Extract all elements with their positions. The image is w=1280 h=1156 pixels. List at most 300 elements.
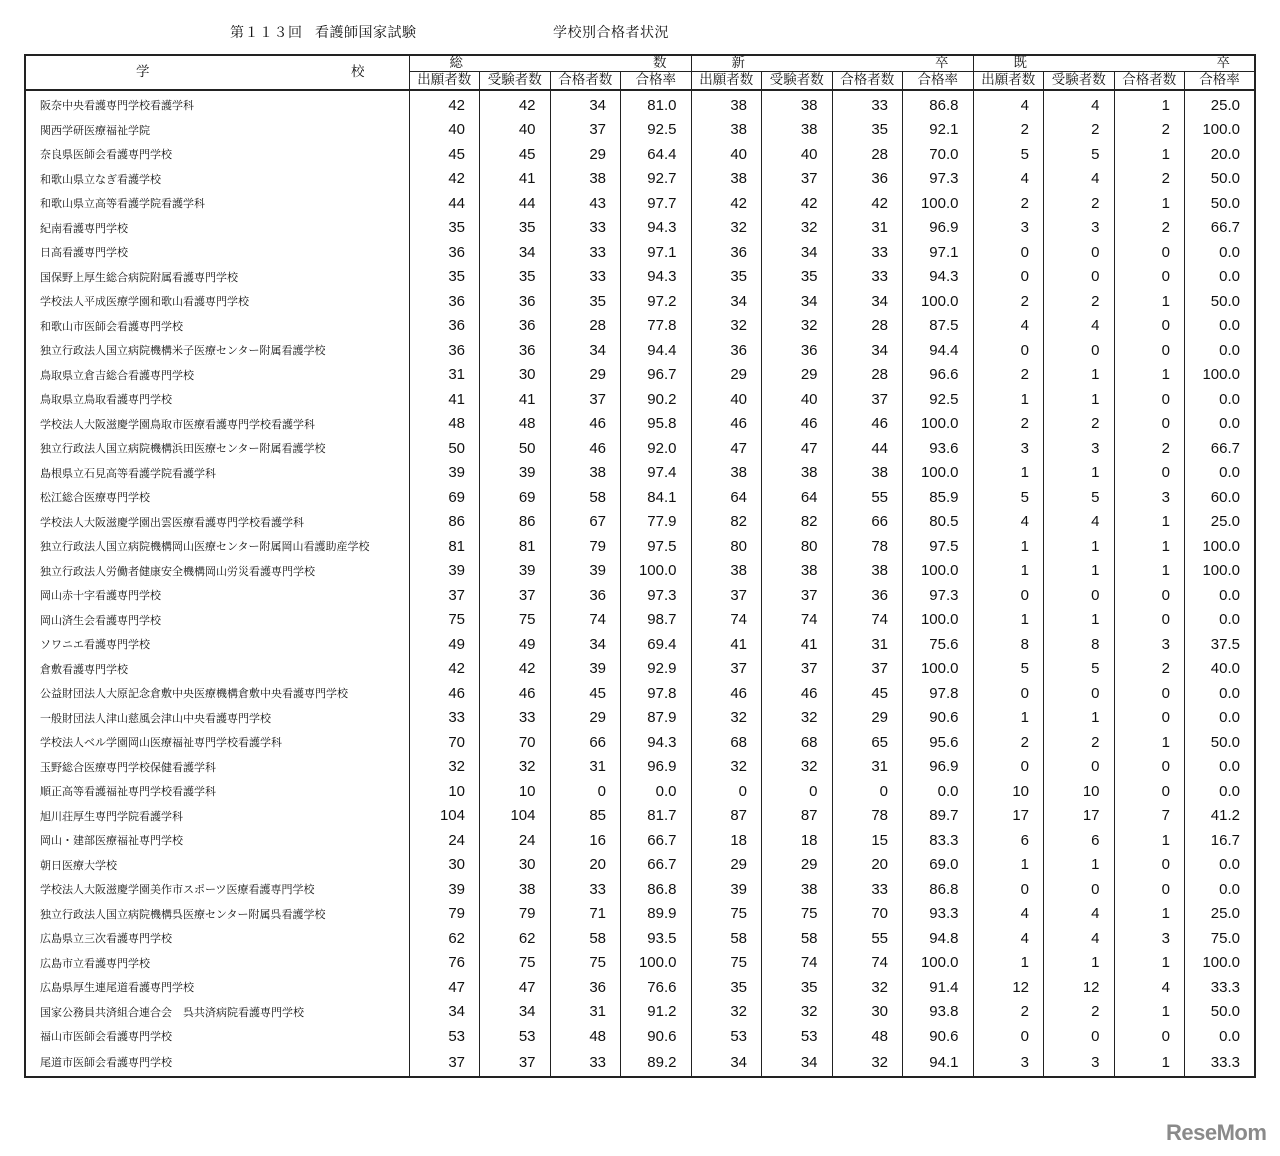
group-header-previous-graduates: [973, 55, 1255, 72]
count-cell: 35: [480, 265, 551, 290]
pass-rate-cell: 0.0: [1185, 265, 1256, 290]
pass-rate-cell: 94.1: [903, 1049, 974, 1077]
count-cell: 35: [832, 118, 903, 143]
count-cell: 42: [762, 191, 833, 216]
pass-rate-cell: 60.0: [1185, 485, 1256, 510]
count-cell: 1: [1114, 534, 1185, 559]
count-cell: 79: [409, 902, 480, 927]
school-name: 学校法人大阪滋慶学園美作市スポーツ医療看護専門学校: [25, 877, 409, 902]
count-cell: 39: [550, 657, 621, 682]
count-cell: 48: [409, 412, 480, 437]
count-cell: 2: [1114, 436, 1185, 461]
count-cell: 39: [691, 877, 762, 902]
count-cell: 38: [832, 461, 903, 486]
subcolumn-header: 合格率: [1185, 72, 1256, 91]
pass-rate-cell: 96.9: [621, 755, 692, 780]
pass-rate-cell: 97.2: [621, 289, 692, 314]
count-cell: 42: [409, 90, 480, 118]
pass-rate-cell: 50.0: [1185, 289, 1256, 314]
count-cell: 75: [762, 902, 833, 927]
count-cell: 62: [480, 926, 551, 951]
count-cell: 8: [973, 632, 1044, 657]
count-cell: 40: [762, 387, 833, 412]
table-row: [25, 118, 1255, 143]
count-cell: 35: [762, 265, 833, 290]
count-cell: 2: [973, 1000, 1044, 1025]
exam-round: 第１１３回: [230, 25, 303, 41]
count-cell: 3: [973, 436, 1044, 461]
count-cell: 24: [480, 828, 551, 853]
count-cell: 34: [832, 338, 903, 363]
count-cell: 64: [762, 485, 833, 510]
school-name: 公益財団法人大原記念倉敷中央医療機構倉敷中央看護専門学校: [25, 681, 409, 706]
count-cell: 0: [1114, 755, 1185, 780]
pass-rate-cell: 0.0: [1185, 681, 1256, 706]
count-cell: 53: [762, 1024, 833, 1049]
count-cell: 7: [1114, 804, 1185, 829]
count-cell: 38: [480, 877, 551, 902]
school-name: 阪奈中央看護専門学校看護学科: [25, 90, 409, 118]
pass-rate-cell: 97.3: [903, 583, 974, 608]
pass-rate-cell: 85.9: [903, 485, 974, 510]
count-cell: 0: [691, 779, 762, 804]
count-cell: 38: [691, 461, 762, 486]
count-cell: 33: [832, 265, 903, 290]
school-name: 独立行政法人国立病院機構浜田医療センター附属看護学校: [25, 436, 409, 461]
count-cell: 32: [691, 1000, 762, 1025]
count-cell: 1: [1114, 363, 1185, 388]
pass-rate-cell: 89.7: [903, 804, 974, 829]
document-title: 学校別合格者状況: [553, 25, 669, 41]
pass-rate-cell: 93.5: [621, 926, 692, 951]
count-cell: 0: [1114, 853, 1185, 878]
count-cell: 104: [480, 804, 551, 829]
count-cell: 17: [973, 804, 1044, 829]
count-cell: 0: [1114, 314, 1185, 339]
pass-rate-cell: 87.5: [903, 314, 974, 339]
pass-rate-cell: 69.0: [903, 853, 974, 878]
table-row: [25, 877, 1255, 902]
count-cell: 36: [480, 338, 551, 363]
count-cell: 36: [409, 240, 480, 265]
pass-rate-cell: 100.0: [903, 608, 974, 633]
subcolumn-header: 出願者数: [409, 72, 480, 91]
count-cell: 37: [480, 583, 551, 608]
count-cell: 1: [1114, 142, 1185, 167]
count-cell: 0: [973, 338, 1044, 363]
count-cell: 29: [762, 363, 833, 388]
pass-rate-cell: 92.5: [903, 387, 974, 412]
count-cell: 0: [832, 779, 903, 804]
pass-rate-cell: 86.8: [903, 90, 974, 118]
header-char: 卒: [935, 55, 949, 71]
count-cell: 53: [480, 1024, 551, 1049]
count-cell: 0: [1114, 706, 1185, 731]
count-cell: 37: [762, 167, 833, 192]
count-cell: 36: [691, 338, 762, 363]
count-cell: 1: [973, 387, 1044, 412]
pass-rate-cell: 95.8: [621, 412, 692, 437]
count-cell: 29: [691, 853, 762, 878]
count-cell: 18: [691, 828, 762, 853]
count-cell: 2: [1044, 191, 1115, 216]
count-cell: 46: [762, 681, 833, 706]
count-cell: 70: [480, 730, 551, 755]
count-cell: 0: [1114, 877, 1185, 902]
count-cell: 50: [409, 436, 480, 461]
count-cell: 41: [762, 632, 833, 657]
count-cell: 2: [973, 118, 1044, 143]
count-cell: 46: [550, 436, 621, 461]
school-name: 奈良県医師会看護専門学校: [25, 142, 409, 167]
count-cell: 45: [409, 142, 480, 167]
count-cell: 30: [832, 1000, 903, 1025]
count-cell: 2: [1114, 118, 1185, 143]
pass-rate-cell: 75.0: [1185, 926, 1256, 951]
table-row: [25, 191, 1255, 216]
count-cell: 1: [1114, 902, 1185, 927]
school-name: 尾道市医師会看護専門学校: [25, 1049, 409, 1077]
count-cell: 28: [832, 142, 903, 167]
count-cell: 38: [550, 461, 621, 486]
count-cell: 35: [691, 265, 762, 290]
count-cell: 1: [973, 608, 1044, 633]
pass-rate-cell: 100.0: [903, 951, 974, 976]
count-cell: 37: [550, 387, 621, 412]
table-row: [25, 167, 1255, 192]
count-cell: 0: [1114, 338, 1185, 363]
count-cell: 39: [409, 461, 480, 486]
count-cell: 2: [1114, 167, 1185, 192]
count-cell: 44: [409, 191, 480, 216]
count-cell: 85: [550, 804, 621, 829]
count-cell: 0: [1114, 583, 1185, 608]
table-row: [25, 412, 1255, 437]
count-cell: 74: [762, 608, 833, 633]
pass-rate-cell: 100.0: [621, 951, 692, 976]
pass-rate-cell: 0.0: [1185, 706, 1256, 731]
pass-rate-cell: 100.0: [1185, 951, 1256, 976]
count-cell: 1: [1114, 1049, 1185, 1077]
school-name: 国保野上厚生総合病院附属看護専門学校: [25, 265, 409, 290]
pass-rate-cell: 50.0: [1185, 730, 1256, 755]
subcolumn-header: 受験者数: [1044, 72, 1115, 91]
pass-rate-cell: 66.7: [1185, 436, 1256, 461]
count-cell: 46: [691, 681, 762, 706]
count-cell: 31: [832, 632, 903, 657]
count-cell: 39: [480, 461, 551, 486]
count-cell: 38: [691, 167, 762, 192]
count-cell: 40: [691, 142, 762, 167]
count-cell: 32: [762, 706, 833, 731]
count-cell: 20: [832, 853, 903, 878]
count-cell: 31: [832, 755, 903, 780]
count-cell: 36: [762, 338, 833, 363]
count-cell: 46: [409, 681, 480, 706]
pass-rate-cell: 97.3: [621, 583, 692, 608]
pass-rate-cell: 84.1: [621, 485, 692, 510]
count-cell: 0: [973, 1024, 1044, 1049]
count-cell: 36: [550, 583, 621, 608]
count-cell: 1: [1114, 1000, 1185, 1025]
pass-rate-cell: 97.3: [903, 167, 974, 192]
count-cell: 4: [973, 90, 1044, 118]
count-cell: 35: [691, 975, 762, 1000]
count-cell: 53: [691, 1024, 762, 1049]
table-row: [25, 755, 1255, 780]
count-cell: 76: [409, 951, 480, 976]
pass-rate-cell: 89.9: [621, 902, 692, 927]
count-cell: 4: [973, 167, 1044, 192]
pass-rate-cell: 20.0: [1185, 142, 1256, 167]
school-name: 鳥取県立鳥取看護専門学校: [25, 387, 409, 412]
count-cell: 1: [973, 951, 1044, 976]
count-cell: 33: [550, 877, 621, 902]
count-cell: 1: [973, 853, 1044, 878]
count-cell: 81: [480, 534, 551, 559]
table-row: [25, 902, 1255, 927]
pass-rate-cell: 94.3: [621, 265, 692, 290]
pass-rate-cell: 0.0: [1185, 779, 1256, 804]
count-cell: 3: [973, 1049, 1044, 1077]
count-cell: 33: [480, 706, 551, 731]
count-cell: 34: [762, 1049, 833, 1077]
pass-rate-cell: 33.3: [1185, 1049, 1256, 1077]
count-cell: 28: [550, 314, 621, 339]
pass-rate-cell: 92.5: [621, 118, 692, 143]
count-cell: 46: [762, 412, 833, 437]
pass-rate-cell: 33.3: [1185, 975, 1256, 1000]
count-cell: 1: [1044, 706, 1115, 731]
count-cell: 62: [409, 926, 480, 951]
table-row: [25, 804, 1255, 829]
pass-rate-cell: 37.5: [1185, 632, 1256, 657]
count-cell: 0: [1114, 240, 1185, 265]
count-cell: 4: [1044, 926, 1115, 951]
count-cell: 58: [550, 485, 621, 510]
count-cell: 33: [832, 240, 903, 265]
count-cell: 33: [832, 877, 903, 902]
count-cell: 5: [1044, 657, 1115, 682]
count-cell: 45: [832, 681, 903, 706]
count-cell: 33: [550, 240, 621, 265]
count-cell: 2: [1044, 289, 1115, 314]
count-cell: 42: [480, 657, 551, 682]
count-cell: 1: [1044, 387, 1115, 412]
count-cell: 1: [973, 559, 1044, 584]
school-name: 学校法人大阪滋慶学園鳥取市医療看護専門学校看護学科: [25, 412, 409, 437]
count-cell: 43: [550, 191, 621, 216]
count-cell: 44: [832, 436, 903, 461]
count-cell: 37: [409, 1049, 480, 1077]
count-cell: 78: [832, 804, 903, 829]
pass-rate-cell: 96.7: [621, 363, 692, 388]
pass-rate-cell: 90.6: [621, 1024, 692, 1049]
count-cell: 37: [691, 583, 762, 608]
pass-rate-cell: 92.9: [621, 657, 692, 682]
header-char: 卒: [1216, 55, 1230, 71]
count-cell: 36: [480, 289, 551, 314]
count-cell: 37: [550, 118, 621, 143]
pass-rate-cell: 97.1: [903, 240, 974, 265]
pass-rate-cell: 100.0: [1185, 118, 1256, 143]
count-cell: 39: [409, 877, 480, 902]
subcolumn-header: 出願者数: [691, 72, 762, 91]
count-cell: 38: [691, 90, 762, 118]
table-row: [25, 853, 1255, 878]
count-cell: 1: [1044, 559, 1115, 584]
count-cell: 39: [480, 559, 551, 584]
school-name: 独立行政法人国立病院機構岡山医療センター附属岡山看護助産学校: [25, 534, 409, 559]
count-cell: 38: [762, 90, 833, 118]
header-char: 学: [136, 64, 150, 80]
count-cell: 0: [973, 877, 1044, 902]
count-cell: 69: [480, 485, 551, 510]
count-cell: 32: [480, 755, 551, 780]
count-cell: 38: [550, 167, 621, 192]
count-cell: 70: [832, 902, 903, 927]
count-cell: 3: [1044, 436, 1115, 461]
count-cell: 4: [1044, 902, 1115, 927]
count-cell: 34: [550, 632, 621, 657]
count-cell: 45: [550, 681, 621, 706]
count-cell: 104: [409, 804, 480, 829]
count-cell: 33: [550, 265, 621, 290]
count-cell: 2: [1044, 730, 1115, 755]
subcolumn-header: 受験者数: [762, 72, 833, 91]
count-cell: 34: [409, 1000, 480, 1025]
count-cell: 29: [550, 142, 621, 167]
school-name: 学校法人大阪滋慶学園出雲医療看護専門学校看護学科: [25, 510, 409, 535]
table-row: [25, 706, 1255, 731]
count-cell: 0: [973, 265, 1044, 290]
count-cell: 79: [550, 534, 621, 559]
count-cell: 3: [1114, 632, 1185, 657]
count-cell: 37: [762, 657, 833, 682]
count-cell: 0: [1044, 338, 1115, 363]
pass-rate-cell: 94.3: [903, 265, 974, 290]
count-cell: 74: [550, 608, 621, 633]
table-row: [25, 436, 1255, 461]
pass-rate-cell: 100.0: [1185, 534, 1256, 559]
count-cell: 2: [973, 363, 1044, 388]
count-cell: 48: [550, 1024, 621, 1049]
count-cell: 75: [409, 608, 480, 633]
count-cell: 12: [973, 975, 1044, 1000]
count-cell: 28: [832, 363, 903, 388]
count-cell: 0: [1114, 1024, 1185, 1049]
pass-rate-cell: 0.0: [1185, 314, 1256, 339]
count-cell: 0: [973, 755, 1044, 780]
count-cell: 75: [550, 951, 621, 976]
count-cell: 30: [480, 363, 551, 388]
pass-rate-cell: 50.0: [1185, 167, 1256, 192]
count-cell: 49: [409, 632, 480, 657]
count-cell: 2: [1114, 657, 1185, 682]
pass-rate-cell: 25.0: [1185, 510, 1256, 535]
count-cell: 1: [973, 706, 1044, 731]
pass-rate-cell: 100.0: [903, 191, 974, 216]
count-cell: 42: [691, 191, 762, 216]
count-cell: 41: [480, 387, 551, 412]
subcolumn-header: 出願者数: [973, 72, 1044, 91]
school-name: 学校法人平成医療学園和歌山看護専門学校: [25, 289, 409, 314]
count-cell: 2: [973, 730, 1044, 755]
count-cell: 86: [409, 510, 480, 535]
school-name: 玉野総合医療専門学校保健看護学科: [25, 755, 409, 780]
table-row: [25, 657, 1255, 682]
table-row: [25, 730, 1255, 755]
count-cell: 29: [550, 706, 621, 731]
pass-rate-cell: 100.0: [903, 412, 974, 437]
table-row: [25, 926, 1255, 951]
pass-rate-cell: 0.0: [1185, 877, 1256, 902]
pass-rate-cell: 97.1: [621, 240, 692, 265]
count-cell: 4: [1044, 314, 1115, 339]
count-cell: 1: [973, 461, 1044, 486]
count-cell: 0: [1114, 265, 1185, 290]
pass-rate-cell: 96.6: [903, 363, 974, 388]
resemom-watermark-logo: ReseMom: [1166, 1120, 1267, 1145]
school-name: 広島県厚生連尾道看護専門学校: [25, 975, 409, 1000]
count-cell: 75: [480, 608, 551, 633]
pass-rate-cell: 76.6: [621, 975, 692, 1000]
table-row: [25, 387, 1255, 412]
count-cell: 32: [762, 1000, 833, 1025]
pass-rate-cell: 100.0: [903, 559, 974, 584]
count-cell: 37: [762, 583, 833, 608]
school-name: 朝日医療大学校: [25, 853, 409, 878]
count-cell: 40: [480, 118, 551, 143]
count-cell: 4: [973, 926, 1044, 951]
count-cell: 18: [762, 828, 833, 853]
table-row: [25, 338, 1255, 363]
school-name: 独立行政法人労働者健康安全機構岡山労災看護専門学校: [25, 559, 409, 584]
count-cell: 34: [691, 1049, 762, 1077]
pass-rate-cell: 100.0: [903, 289, 974, 314]
pass-rate-cell: 97.5: [621, 534, 692, 559]
pass-rate-cell: 86.8: [903, 877, 974, 902]
count-cell: 1: [1044, 608, 1115, 633]
count-cell: 32: [691, 706, 762, 731]
count-cell: 81: [409, 534, 480, 559]
count-cell: 0: [973, 681, 1044, 706]
count-cell: 0: [1114, 681, 1185, 706]
count-cell: 78: [832, 534, 903, 559]
count-cell: 50: [480, 436, 551, 461]
count-cell: 71: [550, 902, 621, 927]
pass-rate-cell: 93.3: [903, 902, 974, 927]
count-cell: 36: [480, 314, 551, 339]
count-cell: 47: [762, 436, 833, 461]
count-cell: 37: [832, 387, 903, 412]
count-cell: 32: [762, 314, 833, 339]
count-cell: 35: [409, 265, 480, 290]
count-cell: 36: [691, 240, 762, 265]
count-cell: 0: [550, 779, 621, 804]
pass-rate-cell: 0.0: [1185, 608, 1256, 633]
count-cell: 32: [691, 755, 762, 780]
count-cell: 34: [762, 240, 833, 265]
count-cell: 4: [973, 510, 1044, 535]
count-cell: 1: [1044, 363, 1115, 388]
count-cell: 30: [409, 853, 480, 878]
count-cell: 3: [1114, 926, 1185, 951]
pass-rate-cell: 94.4: [903, 338, 974, 363]
count-cell: 2: [973, 412, 1044, 437]
table-row: [25, 1049, 1255, 1077]
count-cell: 33: [550, 1049, 621, 1077]
